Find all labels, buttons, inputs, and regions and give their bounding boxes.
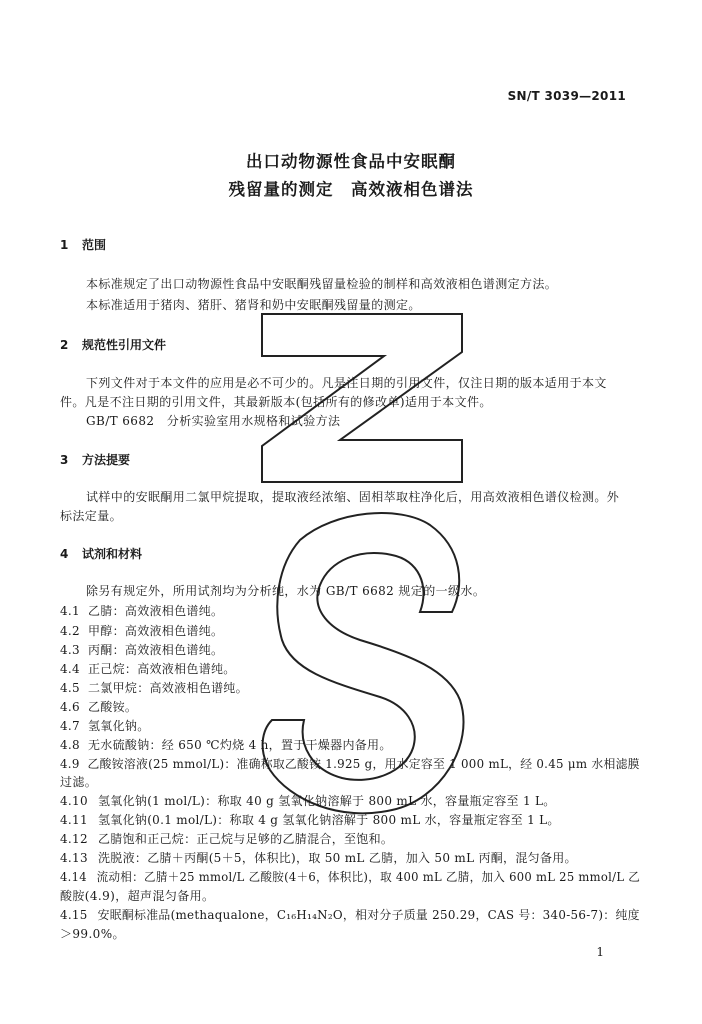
section-2-paragraph-line-1: 下列文件对于本文件的应用是必不可少的。凡是注日期的引用文件，仅注日期的版本适用于本文 bbox=[86, 376, 607, 390]
item-number: 4.14 bbox=[60, 870, 87, 884]
section-1-heading bbox=[60, 236, 106, 253]
reagent-item bbox=[60, 868, 640, 885]
item-number: 4.13 bbox=[60, 851, 88, 865]
section-3-paragraph-line-1: 试样中的安眠酮用二氯甲烷提取，提取液经浓缩、固相萃取柱净化后，用高效液相色谱仪检测。外 bbox=[86, 490, 620, 504]
section-title: 试剂和材料 bbox=[82, 547, 143, 561]
reagent-item bbox=[60, 679, 248, 696]
reagent-item bbox=[60, 830, 393, 847]
section-4-heading bbox=[60, 545, 142, 562]
section-2-paragraph-line-2: 件。凡是不注日期的引用文件，其最新版本(包括所有的修改单)适用于本文件。 bbox=[60, 395, 492, 409]
section-number: 3 bbox=[60, 453, 69, 467]
reagent-item bbox=[60, 906, 640, 923]
reagent-item-continuation: ＞99.0%。 bbox=[60, 927, 125, 941]
item-number: 4.12 bbox=[60, 832, 88, 846]
item-text: 氢氧化钠(0.1 mol/L)：称取 4 g 氢氧化钠溶解于 800 mL 水，容量瓶定容至 1 L。 bbox=[98, 813, 560, 827]
item-text: 乙酸铵。 bbox=[88, 700, 138, 714]
item-text: 洗脱液：乙腈＋丙酮(5＋5，体积比)，取 50 mL 乙腈，加入 50 mL 丙酮，混匀备用。 bbox=[98, 851, 577, 865]
item-number: 4.10 bbox=[60, 794, 88, 808]
reagent-item-continuation: 酸胺(4.9)，超声混匀备用。 bbox=[60, 889, 215, 903]
page-number: 1 bbox=[596, 945, 604, 959]
item-number: 4.15 bbox=[60, 908, 88, 922]
section-3-paragraph-line-2: 标法定量。 bbox=[60, 509, 123, 523]
section-2-heading bbox=[60, 336, 166, 353]
reagent-item bbox=[60, 660, 236, 677]
section-3-heading bbox=[60, 451, 130, 468]
item-number: 4.1 bbox=[60, 604, 80, 618]
document-title-line-2: 残留量的测定 高效液相色谱法 bbox=[228, 180, 474, 199]
item-number: 4.9 bbox=[60, 757, 80, 771]
section-number: 1 bbox=[60, 238, 69, 252]
section-title: 规范性引用文件 bbox=[82, 338, 167, 352]
normative-reference: GB/T 6682 分析实验室用水规格和试验方法 bbox=[86, 414, 341, 428]
reagent-item bbox=[60, 717, 150, 734]
item-number: 4.7 bbox=[60, 719, 80, 733]
reagent-item bbox=[60, 602, 223, 619]
item-text: 安眠酮标准品(methaqualone，C₁₆H₁₄N₂O，相对分子质量 250.29，CAS 号：340-56-7)：纯度 bbox=[97, 908, 640, 922]
section-1-paragraph-1: 本标准规定了出口动物源性食品中安眠酮残留量检验的制样和高效液相色谱测定方法。 bbox=[86, 277, 558, 291]
item-number: 4.11 bbox=[60, 813, 88, 827]
item-text: 无水硫酸钠：经 650 ℃灼烧 4 h，置于干燥器内备用。 bbox=[88, 738, 392, 752]
section-4-intro: 除另有规定外，所用试剂均为分析纯，水为 GB/T 6682 规定的一级水。 bbox=[86, 584, 486, 598]
reagent-item bbox=[60, 792, 556, 809]
item-text: 氢氧化钠。 bbox=[88, 719, 150, 733]
reagent-item bbox=[60, 622, 223, 639]
item-number: 4.5 bbox=[60, 681, 80, 695]
section-number: 2 bbox=[60, 338, 69, 352]
reagent-item bbox=[60, 641, 223, 658]
item-text: 乙腈：高效液相色谱纯。 bbox=[88, 604, 224, 618]
reagent-item bbox=[60, 811, 560, 828]
item-text: 正己烷：高效液相色谱纯。 bbox=[88, 662, 236, 676]
item-text: 乙酸铵溶液(25 mmol/L)：准确称取乙酸铵 1.925 g，用水定容至 1 000 mL，经 0.45 μm 水相滤膜 bbox=[87, 757, 640, 771]
item-text: 乙腈饱和正己烷：正己烷与足够的乙腈混合，至饱和。 bbox=[98, 832, 394, 846]
reagent-item bbox=[60, 755, 640, 772]
section-number: 4 bbox=[60, 547, 69, 561]
item-text: 甲醇：高效液相色谱纯。 bbox=[88, 624, 224, 638]
standard-code: SN/T 3039—2011 bbox=[507, 89, 626, 103]
section-title: 范围 bbox=[82, 238, 107, 252]
item-number: 4.2 bbox=[60, 624, 80, 638]
item-number: 4.3 bbox=[60, 643, 80, 657]
reagent-item bbox=[60, 736, 392, 753]
item-text: 二氯甲烷：高效液相色谱纯。 bbox=[88, 681, 248, 695]
item-text: 流动相：乙腈＋25 mmol/L 乙酸胺(4＋6，体积比)，取 400 mL 乙腈，加入 600 mL 25 mmol/L 乙 bbox=[96, 870, 641, 884]
item-text: 丙酮：高效液相色谱纯。 bbox=[88, 643, 224, 657]
reagent-item-continuation: 过滤。 bbox=[60, 775, 98, 789]
item-number: 4.8 bbox=[60, 738, 80, 752]
section-1-paragraph-2: 本标准适用于猪肉、猪肝、猪肾和奶中安眠酮残留量的测定。 bbox=[86, 298, 421, 312]
reagent-item bbox=[60, 849, 577, 866]
document-title-line-1: 出口动物源性食品中安眠酮 bbox=[246, 152, 456, 171]
item-text: 氢氧化钠(1 mol/L)：称取 40 g 氢氧化钠溶解于 800 mL 水，容量瓶定容至 1 L。 bbox=[98, 794, 556, 808]
item-number: 4.4 bbox=[60, 662, 80, 676]
item-number: 4.6 bbox=[60, 700, 80, 714]
reagent-item bbox=[60, 698, 137, 715]
section-title: 方法提要 bbox=[82, 453, 131, 467]
